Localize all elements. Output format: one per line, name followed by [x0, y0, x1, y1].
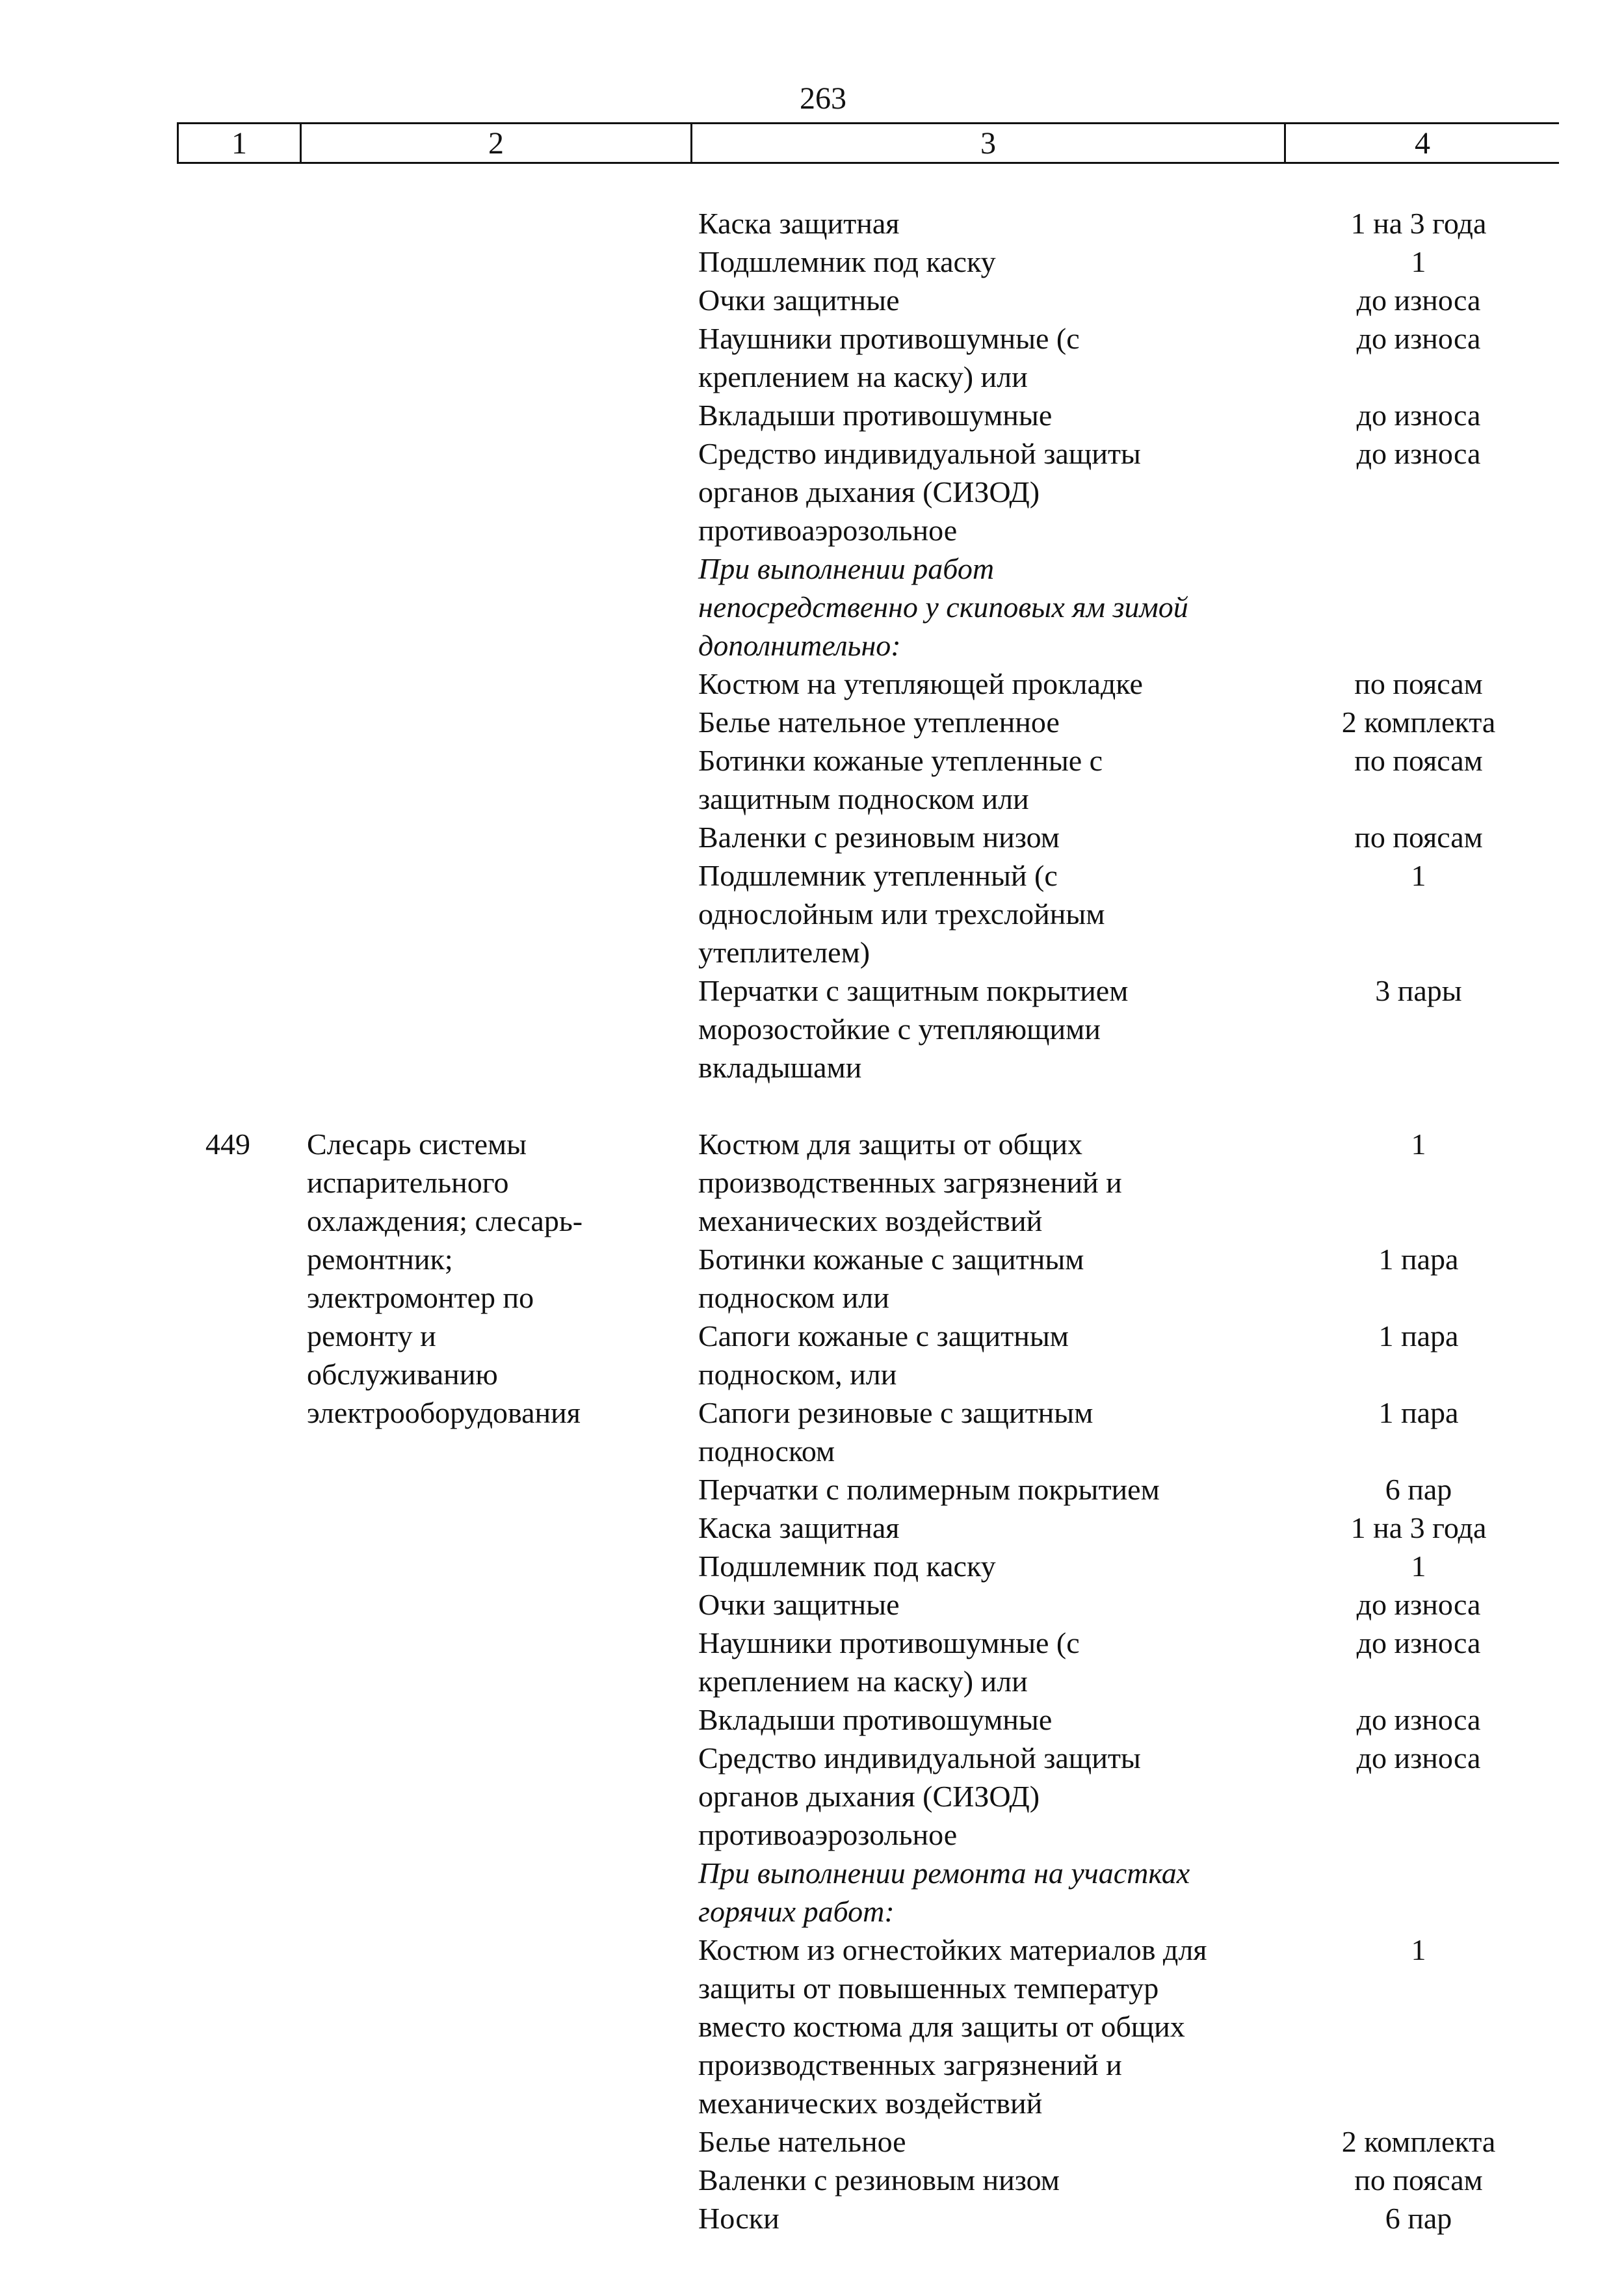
equipment-item-line: вместо костюма для защиты от общих	[698, 2010, 1185, 2043]
equipment-item-name	[687, 1317, 1278, 1393]
equipment-item-norm: до износа	[1356, 322, 1481, 355]
equipment-item-line: Средство индивидуальной защиты	[698, 437, 1141, 470]
equipment-item-name	[687, 1931, 1278, 2122]
equipment-item-norm	[1278, 549, 1559, 665]
equipment-item-norm	[1278, 1854, 1559, 1931]
equipment-item-line: Подшлемник под каску	[698, 245, 996, 278]
equipment-item-line: механических воздействий	[698, 1204, 1043, 1237]
equipment-item-norm: до износа	[1356, 1741, 1481, 1775]
equipment-item-line: производственных загрязнений и	[698, 1166, 1122, 1199]
table-body	[177, 204, 1559, 2237]
equipment-item-line: горячих работ:	[698, 1895, 895, 1928]
equipment-item-norm: до износа	[1356, 437, 1481, 470]
equipment-item-line: Костюм на утепляющей прокладке	[698, 667, 1143, 700]
equipment-item-name	[687, 1509, 1278, 1547]
equipment-item-norm: по поясам	[1354, 667, 1483, 700]
column-header-table	[177, 122, 1559, 164]
equipment-item-norm: до износа	[1356, 399, 1481, 432]
equipment-item-norm: 1	[1411, 1128, 1426, 1161]
equipment-item-name	[687, 665, 1278, 703]
equipment-list	[687, 1125, 1559, 2237]
equipment-item-name	[687, 1393, 1278, 1470]
equipment-item-name	[687, 2122, 1278, 2161]
equipment-item-line: механических воздействий	[698, 2087, 1043, 2120]
equipment-item-name	[687, 243, 1278, 281]
equipment-item-line: Белье нательное утепленное	[698, 706, 1060, 739]
equipment-item-name	[687, 319, 1278, 396]
equipment-item-line: органов дыхания (СИЗОД)	[698, 475, 1040, 508]
equipment-item-line: Наушники противошумные (с	[698, 1626, 1080, 1659]
equipment-item-line: подноском, или	[698, 1358, 897, 1391]
profession-line: ремонтник;	[307, 1243, 453, 1276]
equipment-item-line: Носки	[698, 2202, 779, 2235]
profession-line: ремонту и	[307, 1319, 436, 1353]
profession-line: охлаждения; слесарь-	[307, 1204, 583, 1237]
equipment-item-line: Наушники противошумные (с	[698, 322, 1080, 355]
equipment-item-line: Валенки с резиновым низом	[698, 821, 1060, 854]
equipment-item-line: Каска защитная	[698, 207, 900, 240]
equipment-item-line: органов дыхания (СИЗОД)	[698, 1780, 1040, 1813]
equipment-item-line: дополнительно:	[698, 629, 901, 662]
equipment-item-norm: 1 пара	[1378, 1319, 1459, 1353]
equipment-item-name	[687, 281, 1278, 319]
equipment-item-line: Сапоги резиновые с защитным	[698, 1396, 1094, 1429]
equipment-item-line: Очки защитные	[698, 284, 900, 317]
equipment-item-name	[687, 1547, 1278, 1585]
equipment-item-line: Сапоги кожаные с защитным	[698, 1319, 1069, 1353]
table-group	[177, 1125, 1559, 2237]
equipment-item-name	[687, 2161, 1278, 2199]
profession-line: испарительного	[307, 1166, 509, 1199]
equipment-item-line: креплением на каску) или	[698, 1665, 1028, 1698]
column-header-3: 3	[692, 124, 1285, 163]
equipment-item-line: Ботинки кожаные утепленные с	[698, 744, 1103, 777]
equipment-item-norm: 1	[1411, 1550, 1426, 1583]
equipment-item-norm: до износа	[1356, 1626, 1481, 1659]
equipment-item-line: вкладышами	[698, 1051, 862, 1084]
equipment-item-norm: 1 на 3 года	[1350, 1511, 1487, 1544]
column-header-1: 1	[178, 124, 301, 163]
equipment-list	[687, 204, 1559, 1087]
profession-line: Слесарь системы	[307, 1128, 527, 1161]
equipment-item-name	[687, 204, 1278, 243]
equipment-item-line: защитным подноском или	[698, 782, 1029, 815]
equipment-item-name	[687, 856, 1278, 971]
profession-line: электромонтер по	[307, 1281, 534, 1314]
equipment-item-line: Вкладыши противошумные	[698, 1703, 1053, 1736]
equipment-item-norm: 1	[1411, 1933, 1426, 1966]
equipment-item-name	[687, 434, 1278, 549]
equipment-item-line: Ботинки кожаные с защитным	[698, 1243, 1084, 1276]
equipment-item-name	[687, 2199, 1278, 2237]
column-header-2: 2	[301, 124, 692, 163]
equipment-item-line: Перчатки с полимерным покрытием	[698, 1473, 1160, 1506]
condition-note	[687, 1854, 1278, 1931]
equipment-item-line: креплением на каску) или	[698, 360, 1028, 393]
profession-name	[298, 204, 687, 1087]
column-header-row	[178, 124, 1560, 163]
equipment-item-line: однослойным или трехслойным	[698, 897, 1105, 930]
equipment-item-line: Средство индивидуальной защиты	[698, 1741, 1141, 1775]
equipment-item-norm: 2 комплекта	[1341, 706, 1496, 739]
equipment-item-line: Перчатки с защитным покрытием	[698, 974, 1129, 1007]
equipment-item-norm: 6 пар	[1385, 2202, 1452, 2235]
equipment-item-name	[687, 1585, 1278, 1624]
equipment-item-name	[687, 396, 1278, 434]
row-number: 449	[205, 1128, 250, 1161]
equipment-item-name	[687, 1739, 1278, 1854]
equipment-item-name	[687, 971, 1278, 1087]
profession-name	[298, 1125, 687, 2237]
equipment-item-name	[687, 1624, 1278, 1700]
equipment-item-line: производственных загрязнений и	[698, 2048, 1122, 2081]
equipment-item-name	[687, 818, 1278, 856]
equipment-item-norm: 3 пары	[1375, 974, 1462, 1007]
equipment-item-name	[687, 1700, 1278, 1739]
equipment-item-line: Валенки с резиновым низом	[698, 2163, 1060, 2197]
equipment-item-norm: 1 на 3 года	[1350, 207, 1487, 240]
equipment-item-name	[687, 1470, 1278, 1509]
equipment-item-norm: до износа	[1356, 284, 1481, 317]
equipment-item-name	[687, 703, 1278, 741]
equipment-item-line: непосредственно у скиповых ям зимой	[698, 590, 1188, 624]
equipment-item-line: морозостойкие с утепляющими	[698, 1012, 1101, 1046]
equipment-item-norm: до износа	[1356, 1588, 1481, 1621]
equipment-item-norm: по поясам	[1354, 744, 1483, 777]
equipment-item-name	[687, 1125, 1278, 1240]
equipment-item-line: Очки защитные	[698, 1588, 900, 1621]
equipment-item-line: Белье нательное	[698, 2125, 906, 2158]
equipment-item-line: защиты от повышенных температур	[698, 1972, 1159, 2005]
equipment-item-line: противоаэрозольное	[698, 514, 958, 547]
equipment-item-line: При выполнении работ	[698, 552, 995, 585]
equipment-item-norm: 1	[1411, 245, 1426, 278]
equipment-item-line: Подшлемник утепленный (с	[698, 859, 1058, 892]
equipment-item-norm: 2 комплекта	[1341, 2125, 1496, 2158]
equipment-item-norm: 1 пара	[1378, 1243, 1459, 1276]
equipment-item-line: Каска защитная	[698, 1511, 900, 1544]
equipment-item-line: утеплителем)	[698, 936, 871, 969]
column-header-4: 4	[1285, 124, 1560, 163]
equipment-item-line: Вкладыши противошумные	[698, 399, 1053, 432]
equipment-item-line: подноском	[698, 1434, 835, 1468]
equipment-item-line: Костюм для защиты от общих	[698, 1128, 1083, 1161]
equipment-item-name	[687, 741, 1278, 818]
equipment-item-norm: 6 пар	[1385, 1473, 1452, 1506]
equipment-item-norm: 1	[1411, 859, 1426, 892]
equipment-item-norm: по поясам	[1354, 821, 1483, 854]
equipment-item-line: При выполнении ремонта на участках	[698, 1856, 1190, 1890]
equipment-item-line: Костюм из огнестойких материалов для	[698, 1933, 1207, 1966]
table-group	[177, 204, 1559, 1087]
row-number	[177, 204, 298, 1087]
equipment-item-line: противоаэрозольное	[698, 1818, 958, 1851]
profession-line: обслуживанию	[307, 1358, 498, 1391]
page-number: 263	[800, 81, 846, 116]
profession-line: электрооборудования	[307, 1396, 581, 1429]
equipment-item-norm: до износа	[1356, 1703, 1481, 1736]
condition-note	[687, 549, 1278, 665]
equipment-item-norm: 1 пара	[1378, 1396, 1459, 1429]
equipment-item-name	[687, 1240, 1278, 1317]
equipment-item-line: подноском или	[698, 1281, 889, 1314]
equipment-item-norm: по поясам	[1354, 2163, 1483, 2197]
equipment-item-line: Подшлемник под каску	[698, 1550, 996, 1583]
